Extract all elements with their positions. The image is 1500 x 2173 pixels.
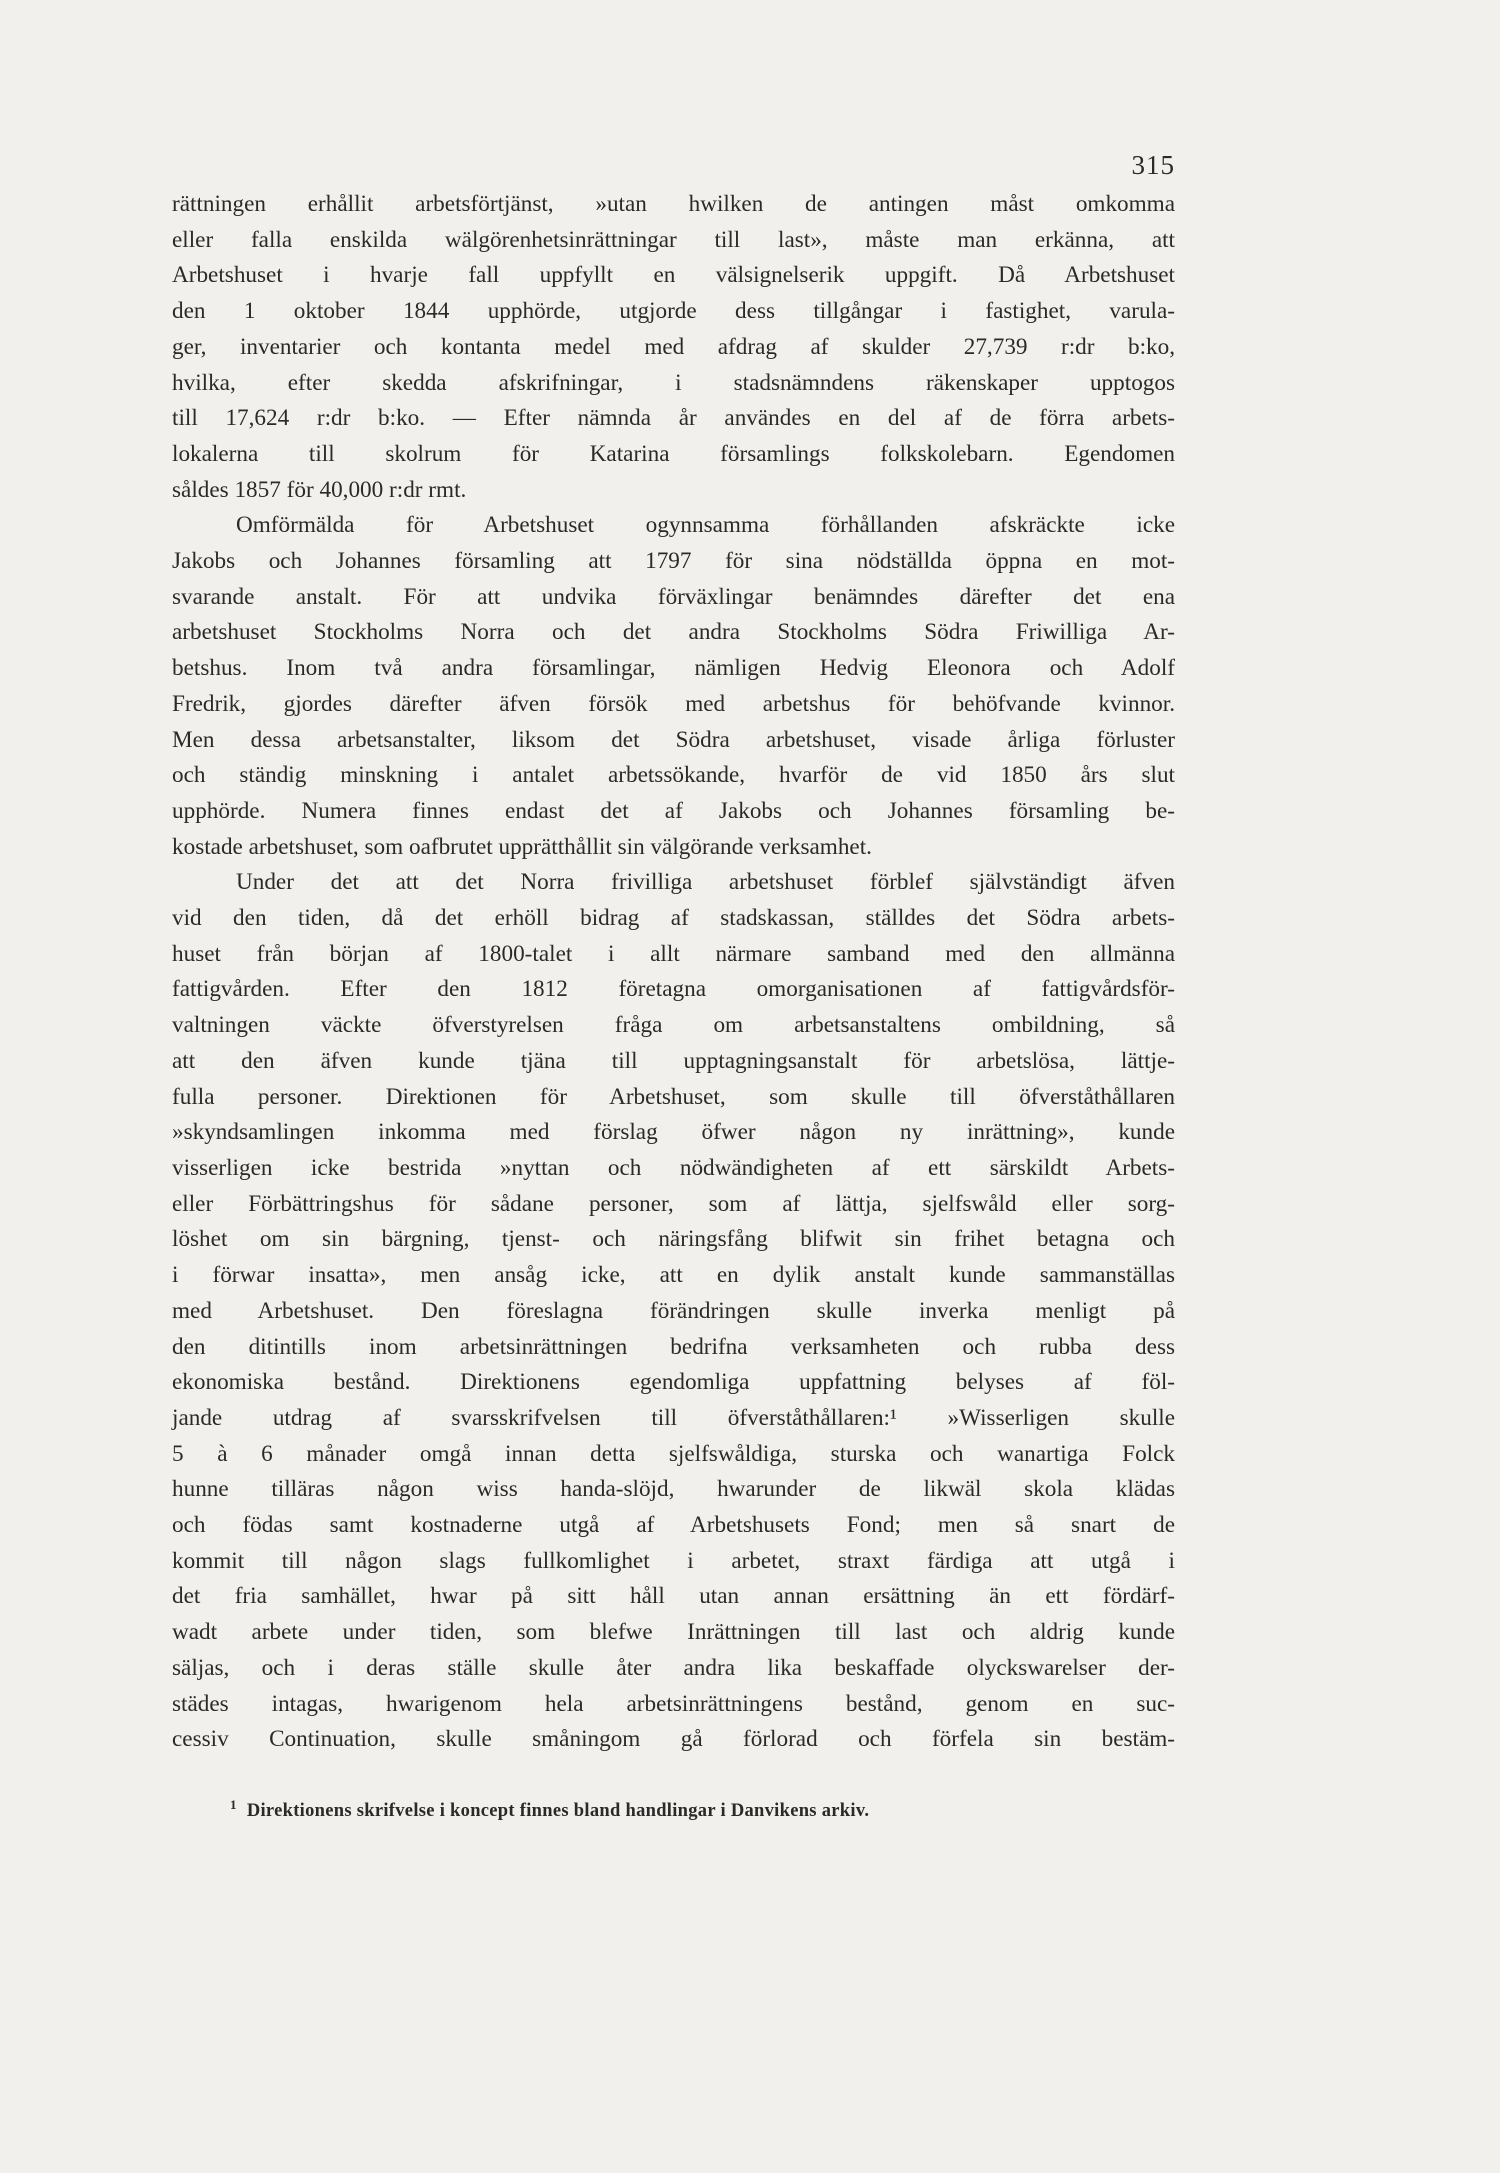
text-line: löshet om sin bärgning, tjenst- och näringsfång blifwit sin frihet betagna och [172,1226,1175,1253]
text-line: betshus. Inom två andra församlingar, nämligen Hedvig Eleonora och Adolf [172,655,1175,682]
text-line: Fredrik, gjordes därefter äfven försök med arbetshus för behöfvande kvinnor. [172,690,1175,717]
page-number: 315 [1131,150,1175,180]
text-line: hvilka, efter skedda afskrifningar, i stadsnämndens räkenskaper upptogos [172,369,1175,396]
text-line: ger, inventarier och kontanta medel med afdrag af skulder 27,739 r:dr b:ko, [172,333,1175,360]
text-line: cessiv Continuation, skulle småningom gå förlorad och förfela sin bestäm- [172,1726,1175,1753]
footnote-text: Direktionens skrifvelse i koncept finnes bland handlingar i Danvikens arkiv. [246,1801,870,1822]
text-line: eller falla enskilda wälgörenhetsinrättningar till last», måste man erkänna, att [172,226,1175,253]
text-line: lokalerna till skolrum för Katarina församlings folkskolebarn. Egendomen [172,440,1175,467]
text-line: rättningen erhållit arbetsförtjänst, »utan hwilken de antingen måst omkomma [172,191,1175,217]
text-line: jande utdrag af svarsskrifvelsen till öfverståthållaren:¹ »Wisserligen skulle [172,1404,1175,1431]
text-line: Arbetshuset i hvarje fall uppfyllt en välsignelserik uppgift. Då Arbetshuset [172,262,1175,289]
text-line: Omförmälda för Arbetshuset ogynnsamma förhållanden afskräckte icke [236,512,1175,539]
text-line: den 1 oktober 1844 upphörde, utgjorde dess tillgångar i fastighet, varula- [172,298,1175,325]
text-line: fulla personer. Direktionen för Arbetshuset, som skulle till öfverståthållaren [172,1083,1175,1110]
footnote [230,1797,1130,1822]
text-line: Jakobs och Johannes församling att 1797 för sina nödställda öppna en mot- [172,548,1175,575]
text-line: och födas samt kostnaderne utgå af Arbetshusets Fond; men så snart de [172,1512,1175,1539]
body-text [172,187,1175,1758]
text-line: kommit till någon slags fullkomlighet i arbetet, straxt färdiga att utgå i [172,1547,1175,1574]
text-line: med Arbetshuset. Den föreslagna förändringen skulle inverka menligt på [172,1297,1175,1324]
text-line: svarande anstalt. För att undvika förväxlingar benämndes därefter det ena [172,583,1175,610]
text-line: det fria samhället, hwar på sitt håll utan annan ersättning än ett fördärf- [172,1583,1175,1610]
text-line: »skyndsamlingen inkomma med förslag öfwer någon ny inrättning», kunde [172,1119,1175,1146]
text-line: valtningen väckte öfverstyrelsen fråga om arbetsanstaltens ombildning, så [172,1012,1175,1039]
text-line: till 17,624 r:dr b:ko. — Efter nämnda år användes en del af de förra arbets- [172,405,1175,432]
text-line: arbetshuset Stockholms Norra och det andra Stockholms Södra Friwilliga Ar- [172,619,1175,646]
text-line: eller Förbättringshus för sådane personer, som af lättja, sjelfswåld eller sorg- [172,1190,1175,1217]
text-line: fattigvården. Efter den 1812 företagna omorganisationen af fattigvårdsför- [172,976,1175,1003]
text-line: wadt arbete under tiden, som blefwe Inrättningen till last och aldrig kunde [172,1619,1175,1646]
text-line: att den äfven kunde tjäna till upptagningsanstalt för arbetslösa, lättje- [172,1047,1175,1074]
text-line: 5 à 6 månader omgå innan detta sjelfswåldiga, sturska och wanartiga Folck [172,1440,1175,1467]
text-line: vid den tiden, då det erhöll bidrag af stadskassan, ställdes det Södra arbets- [172,905,1175,932]
footnote-marker: 1 [230,1797,237,1812]
text-line: den ditintills inom arbetsinrättningen bedrifna verksamheten och rubba dess [172,1333,1175,1360]
text-line: Under det att det Norra frivilliga arbetshuset förblef självständigt äfven [236,869,1175,896]
text-line: i förwar insatta», men ansåg icke, att en dylik anstalt kunde sammanställas [172,1262,1175,1289]
text-line: visserligen icke bestrida »nyttan och nödwändigheten af ett särskildt Arbets- [172,1154,1175,1181]
text-line: säljas, och i deras ställe skulle åter andra lika beskaffade olyckswarelser der- [172,1654,1175,1681]
text-line: upphörde. Numera finnes endast det af Jakobs och Johannes församling be- [172,797,1175,824]
text-line: huset från början af 1800-talet i allt närmare samband med den allmänna [172,940,1175,967]
text-line: hunne tilläras någon wiss handa-slöjd, hwarunder de likwäl skola klädas [172,1476,1175,1503]
text-line: såldes 1857 för 40,000 r:dr rmt. [172,476,467,503]
text-line: städes intagas, hwarigenom hela arbetsinrättningens bestånd, genom en suc- [172,1690,1175,1717]
text-line: och ständig minskning i antalet arbetssökande, hvarför de vid 1850 års slut [172,762,1175,789]
text-line: Men dessa arbetsanstalter, liksom det Södra arbetshuset, visade årliga förluster [172,726,1175,753]
text-line: ekonomiska bestånd. Direktionens egendomliga uppfattning belyses af föl- [172,1369,1175,1396]
text-line: kostade arbetshuset, som oafbrutet upprätthållit sin välgörande verksamhet. [172,833,872,860]
